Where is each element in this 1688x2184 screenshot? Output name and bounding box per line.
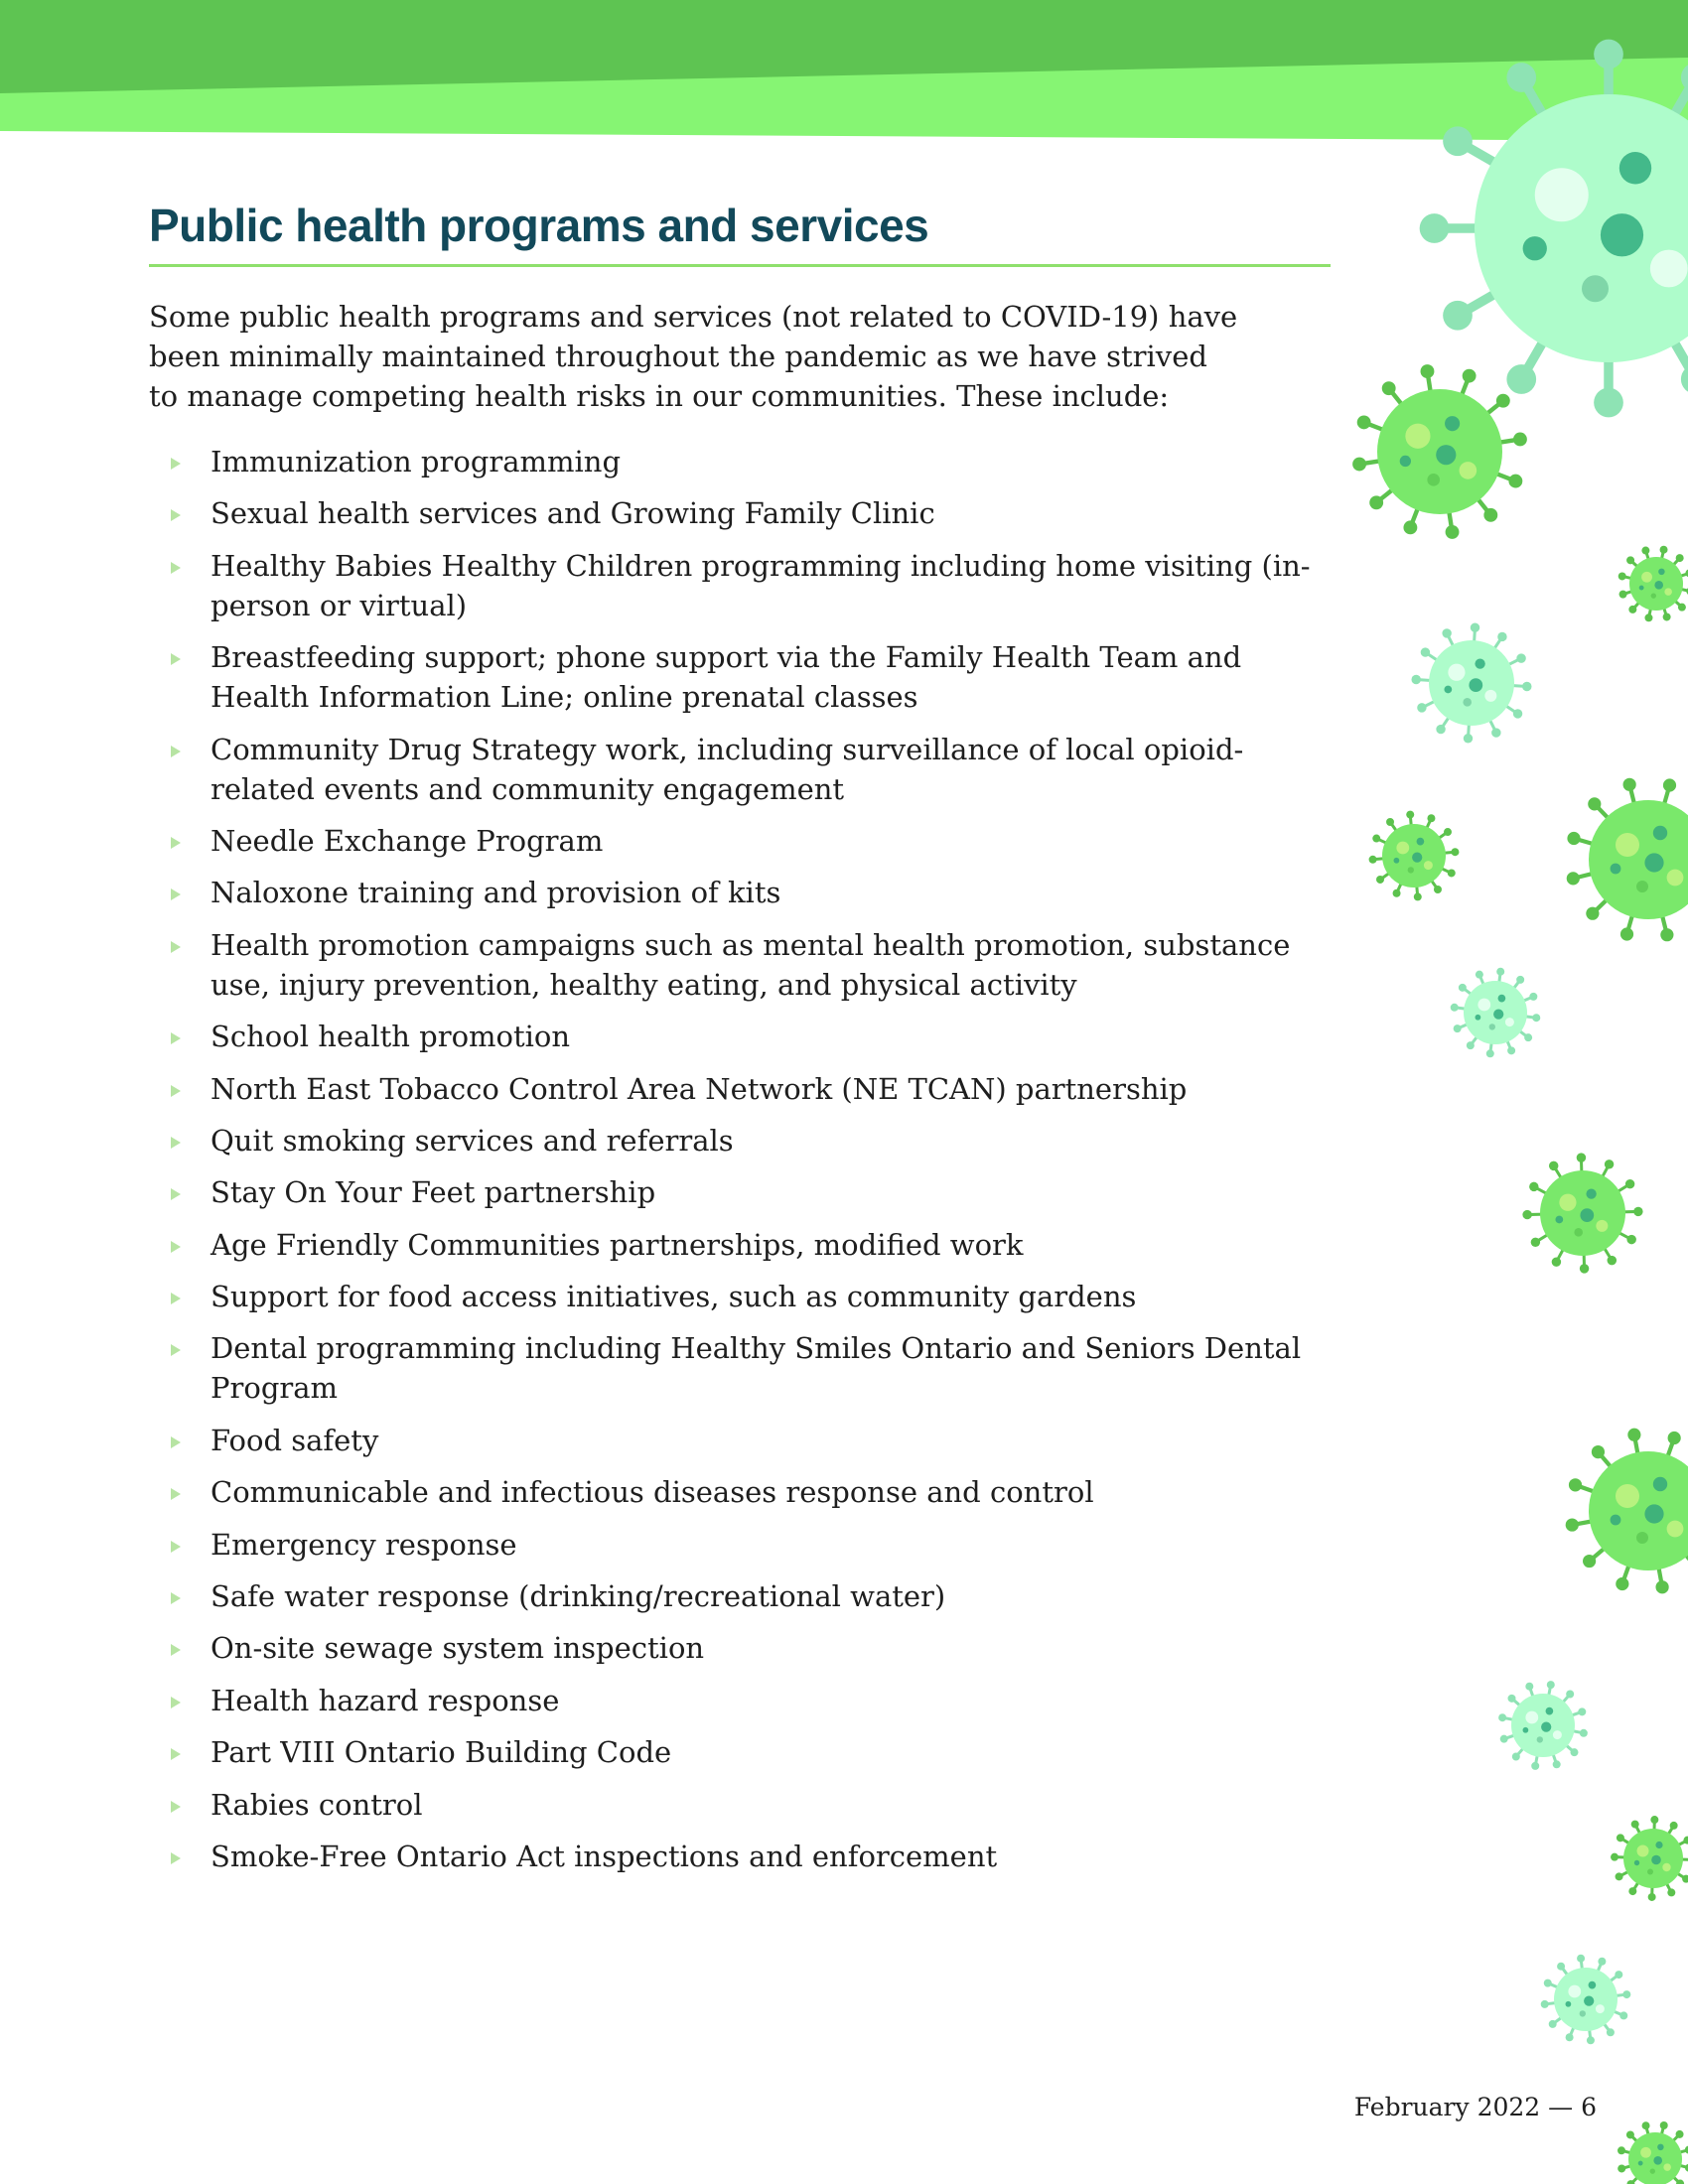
virus-icon xyxy=(1498,1681,1588,1770)
list-item-text: Rabies control xyxy=(211,1787,423,1822)
list-item xyxy=(211,1472,1331,1512)
virus-icon xyxy=(1352,364,1527,539)
list-item xyxy=(211,1525,1331,1565)
triangle-bullet-icon xyxy=(171,1541,181,1553)
list-item-text: Healthy Babies Healthy Children programming including home visiting (in-person or virtual) xyxy=(211,548,1311,622)
triangle-bullet-icon xyxy=(171,1293,181,1304)
triangle-bullet-icon xyxy=(171,1032,181,1044)
list-item-text: Health promotion campaigns such as mental health promotion, substance use, injury prevention, healthy eating, and physical activity xyxy=(211,927,1291,1002)
triangle-bullet-icon xyxy=(171,1085,181,1097)
triangle-bullet-icon xyxy=(171,1852,181,1864)
list-item xyxy=(211,1225,1331,1265)
triangle-bullet-icon xyxy=(171,1188,181,1200)
list-item xyxy=(211,730,1331,809)
triangle-bullet-icon xyxy=(171,1344,181,1356)
list-item xyxy=(211,1576,1331,1616)
list-item-text: Health hazard response xyxy=(211,1683,560,1717)
triangle-bullet-icon xyxy=(171,1592,181,1604)
virus-icon xyxy=(1541,1955,1631,2045)
list-item-text: Sexual health services and Growing Family Clinic xyxy=(211,496,935,531)
list-item xyxy=(211,1172,1331,1212)
list-item-text: Part VIII Ontario Building Code xyxy=(211,1735,672,1770)
triangle-bullet-icon xyxy=(171,837,181,849)
triangle-bullet-icon xyxy=(171,1644,181,1656)
triangle-bullet-icon xyxy=(171,509,181,521)
triangle-bullet-icon xyxy=(171,1241,181,1253)
list-item-text: North East Tobacco Control Area Network (NE TCAN) partnership xyxy=(211,1071,1188,1106)
virus-icon xyxy=(1566,1429,1688,1594)
list-item xyxy=(211,442,1331,481)
list-item xyxy=(211,1785,1331,1825)
triangle-bullet-icon xyxy=(171,1436,181,1448)
list-item-text: School health promotion xyxy=(211,1020,571,1054)
page-title: Public health programs and services xyxy=(149,199,1331,267)
list-item xyxy=(211,1069,1331,1109)
list-item xyxy=(211,873,1331,912)
program-list xyxy=(149,442,1331,1876)
list-item-text: Emergency response xyxy=(211,1527,517,1562)
list-item-text: Stay On Your Feet partnership xyxy=(211,1175,656,1210)
list-item-text: Safe water response (drinking/recreational water) xyxy=(211,1579,946,1614)
list-item-text: Immunization programming xyxy=(211,445,622,478)
page-footer: February 2022 — 6 xyxy=(1353,2093,1597,2121)
triangle-bullet-icon xyxy=(171,746,181,757)
virus-icon xyxy=(1369,811,1460,901)
list-item-text: Dental programming including Healthy Smiles Ontario and Seniors Dental Program xyxy=(211,1331,1302,1406)
list-item xyxy=(211,1277,1331,1316)
list-item-text: Needle Exchange Program xyxy=(211,823,604,858)
list-item xyxy=(211,546,1331,625)
list-item-text: Naloxone training and provision of kits xyxy=(211,876,781,910)
list-item-text: Breastfeeding support; phone support via the Family Health Team and Health Information Line; online prenatal classes xyxy=(211,640,1242,715)
virus-icon xyxy=(1411,622,1531,743)
triangle-bullet-icon xyxy=(171,1801,181,1813)
list-item xyxy=(211,493,1331,533)
virus-icon xyxy=(1522,1153,1642,1273)
triangle-bullet-icon xyxy=(171,1748,181,1760)
list-item xyxy=(211,1421,1331,1460)
list-item-text: Quit smoking services and referrals xyxy=(211,1123,734,1158)
triangle-bullet-icon xyxy=(171,653,181,665)
list-item xyxy=(211,637,1331,717)
virus-icon xyxy=(1451,968,1541,1058)
header-band xyxy=(0,0,1688,149)
list-item-text: Community Drug Strategy work, including surveillance of local opioid-related events and community engagement xyxy=(211,732,1244,806)
list-item xyxy=(211,1017,1331,1056)
list-item xyxy=(211,1628,1331,1668)
list-item-text: Age Friendly Communities partnerships, modified work xyxy=(211,1227,1024,1262)
triangle-bullet-icon xyxy=(171,458,181,470)
triangle-bullet-icon xyxy=(171,562,181,574)
list-item xyxy=(211,821,1331,861)
triangle-bullet-icon xyxy=(171,888,181,900)
list-item xyxy=(211,925,1331,1005)
virus-icon xyxy=(1618,546,1688,622)
virus-icon xyxy=(1611,1816,1688,1901)
triangle-bullet-icon xyxy=(171,1488,181,1500)
list-item xyxy=(211,1732,1331,1772)
virus-icon xyxy=(1567,778,1688,942)
list-item-text: Communicable and infectious diseases response and control xyxy=(211,1475,1094,1510)
triangle-bullet-icon xyxy=(171,941,181,953)
list-item xyxy=(211,1681,1331,1720)
triangle-bullet-icon xyxy=(171,1697,181,1708)
main-content xyxy=(149,199,1331,1888)
list-item-text: Food safety xyxy=(211,1423,379,1457)
virus-icon xyxy=(1618,2121,1688,2184)
list-item xyxy=(211,1328,1331,1408)
triangle-bullet-icon xyxy=(171,1137,181,1149)
list-item-text: On-site sewage system inspection xyxy=(211,1631,705,1666)
list-item-text: Support for food access initiatives, such as community gardens xyxy=(211,1280,1137,1314)
list-item xyxy=(211,1121,1331,1160)
list-item-text: Smoke-Free Ontario Act inspections and enforcement xyxy=(211,1839,998,1873)
list-item xyxy=(211,1837,1331,1876)
intro-paragraph: Some public health programs and services (not related to COVID-19) have been minimally maintained throughout the pandemic as we have strived to manage competing health risks in our communities. These include: xyxy=(149,300,1238,413)
